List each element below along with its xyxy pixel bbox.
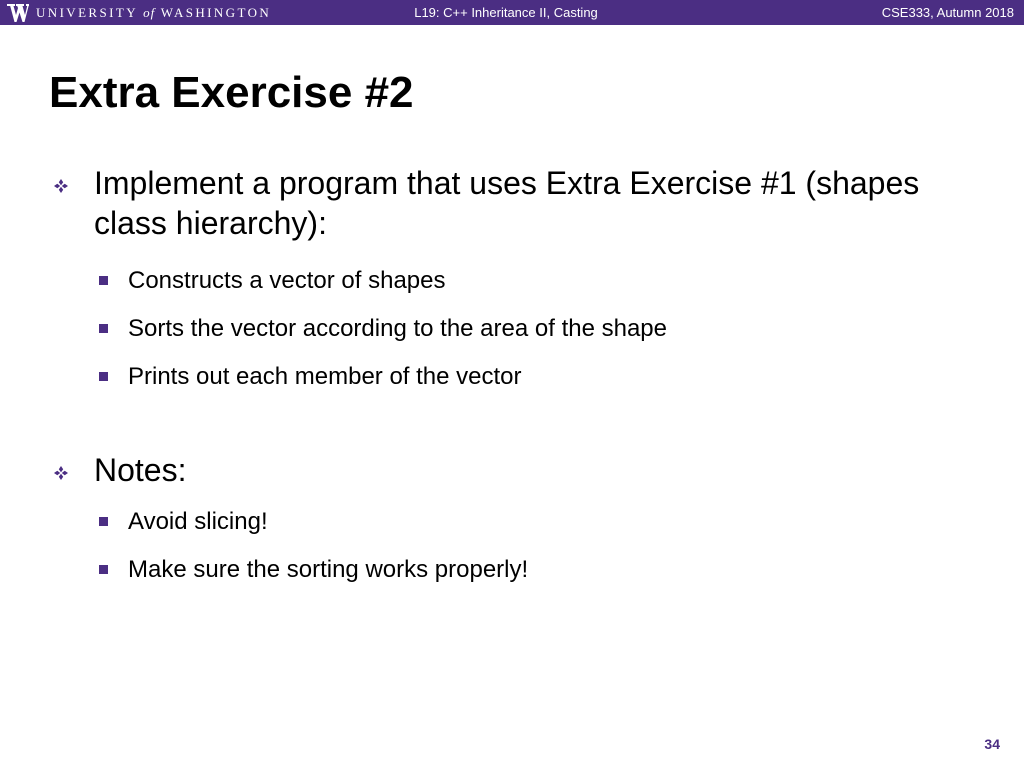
course-label: CSE333, Autumn 2018 [881,5,1014,20]
square-bullet-icon [99,565,108,574]
wordmark-of: of [143,5,156,20]
sub-bullet-1-1: Constructs a vector of shapes [128,267,446,294]
wordmark-university: UNIVERSITY [36,5,138,20]
sub-bullet-1-3: Prints out each member of the vector [128,363,522,390]
lecture-title: L19: C++ Inheritance II, Casting [414,5,598,20]
square-bullet-icon [99,517,108,526]
diamond-bullet-icon [54,466,68,480]
bullet-main-2: Notes: [94,452,187,488]
square-bullet-icon [99,276,108,285]
diamond-bullet-icon [54,179,68,193]
square-bullet-icon [99,324,108,333]
sub-bullet-2-2: Make sure the sorting works properly! [128,556,529,583]
sub-bullet-1-2: Sorts the vector according to the area of the shape [128,315,667,342]
sub-bullet-2-1: Avoid slicing! [128,508,268,535]
slide-title: Extra Exercise #2 [49,68,414,117]
square-bullet-icon [99,372,108,381]
bullet-main-1: Implement a program that uses Extra Exercise #1 (shapes class hierarchy): [94,165,920,241]
page-number: 34 [984,736,1000,752]
wordmark-washington: WASHINGTON [160,5,272,20]
